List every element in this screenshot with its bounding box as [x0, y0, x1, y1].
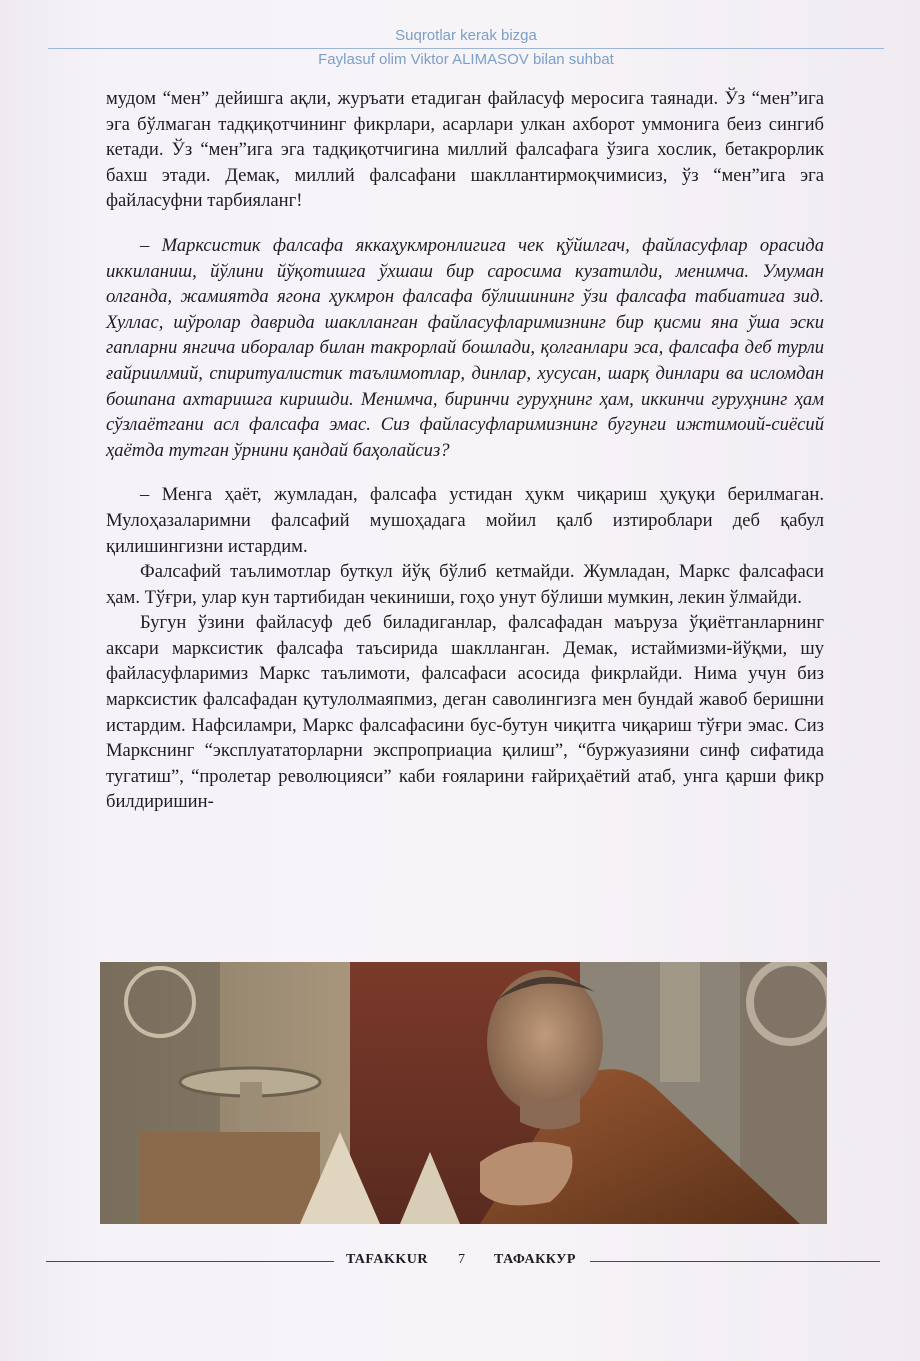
footer-label-cyrillic: ТАФАККУР: [494, 1252, 576, 1267]
answer-paragraph-3: Бугун ўзини файласуф деб биладиганлар, фалсафадан маъруза ўқиётганларнинг аксари марксистик фалсафа таъсирида шаклланган. Демак, истаймизми-йўқми, шу файласуфларимиз Маркс таълимоти, фалсафаси асосида фикрлайди. Нима учун биз марксистик фалсафадан қутулолмаяпмиз, деган саволингизга мен бундай жавоб беришни истардим. Нафсиламри, Маркс фалсафасини бус-бутун чиқитга чиқариш тўғри эмас. Сиз Маркснинг “эксплуататорларни экспроприациа қилиш”, “буржуазияни синф сифатида тугатиш”, “пролетар революцияси” каби ғояларини ғайриҳаётий атаб, унга қарши фикр билдиришин-: [106, 612, 824, 813]
painting-image: [100, 962, 827, 1224]
footer-rule-left: [46, 1261, 334, 1262]
footer-rule-right: [590, 1261, 880, 1262]
answer-paragraph-2: Фалсафий таълимотлар буткул йўқ бўлиб кетмайди. Жумладан, Маркс фалсафаси ҳам. Тўғри, улар кун тартибидан чекиниши, гоҳо унут бўлиши мумкин, лекин ўлмайди.: [106, 561, 824, 608]
header-rule: [48, 48, 884, 49]
page-footer: [46, 1252, 880, 1272]
footer-label-latin: TAFAKKUR: [346, 1252, 429, 1267]
header-title: Suqrotlar kerak bizga: [395, 27, 537, 44]
article-body: [106, 86, 824, 815]
painting-illustration: [100, 962, 827, 1224]
question-paragraph: – Марксистик фалсафа яккаҳукмронлигига чек қўйилгач, файласуфлар орасида иккиланиш, йўлини йўқотишга ўхшаш бир саросима кузатилди, менимча. Умуман олганда, жамиятда ягона ҳукмрон фалсафа бўлишининг ўзи фалсафа табиатига зид. Хуллас, шўролар даврида шаклланган файласуфларимизнинг бир қисми яна ўша эски гапларни янгича иборалар билан такрорлай бошлади, қолганлари эса, фалсафа деб турли ғайриилмий, спиритуалистик таълимотлар, динлар, хусусан, шарқ динлари ва исломдан бошпана ахтаришга киришди. Менимча, биринчи гуруҳнинг ҳам, иккинчи гуруҳнинг ҳам сўзлаётгани асл фалсафа эмас. Сиз файласуфларимизнинг бугунги ижтимоий-сиёсий ҳаётда тутган ўрнини қандай баҳолайсиз?: [106, 234, 824, 461]
answer-paragraph-1: – Менга ҳаёт, жумладан, фалсафа устидан ҳукм чиқариш ҳуқуқи берилмаган. Мулоҳазаларимни фалсафий мушоҳадага мойил қалб изтироблари деб қабул қилишингизни истардим.: [106, 484, 824, 557]
page-number: 7: [458, 1252, 465, 1267]
paragraph-1: мудом “мен” дейишга ақли, журъати етадиган файласуф меросига таянади. Ўз “мен”ига эга бўлмаган тадқиқотчининг фикрлари, асарлари улкан ахборот уммонига беиз сингиб кетади. Ўз “мен”ига эга тадқиқотчигина миллий фалсафага ўзига хослик, бетакрорлик бахш этади. Демак, миллий фалсафани шакллантирмоқчимисиз, ўз “мен”ига эга файласуфни тарбияланг!: [106, 88, 824, 212]
running-head: [48, 26, 884, 70]
header-subtitle: Faylasuf olim Viktor ALIMASOV bilan suhbat: [318, 51, 614, 68]
